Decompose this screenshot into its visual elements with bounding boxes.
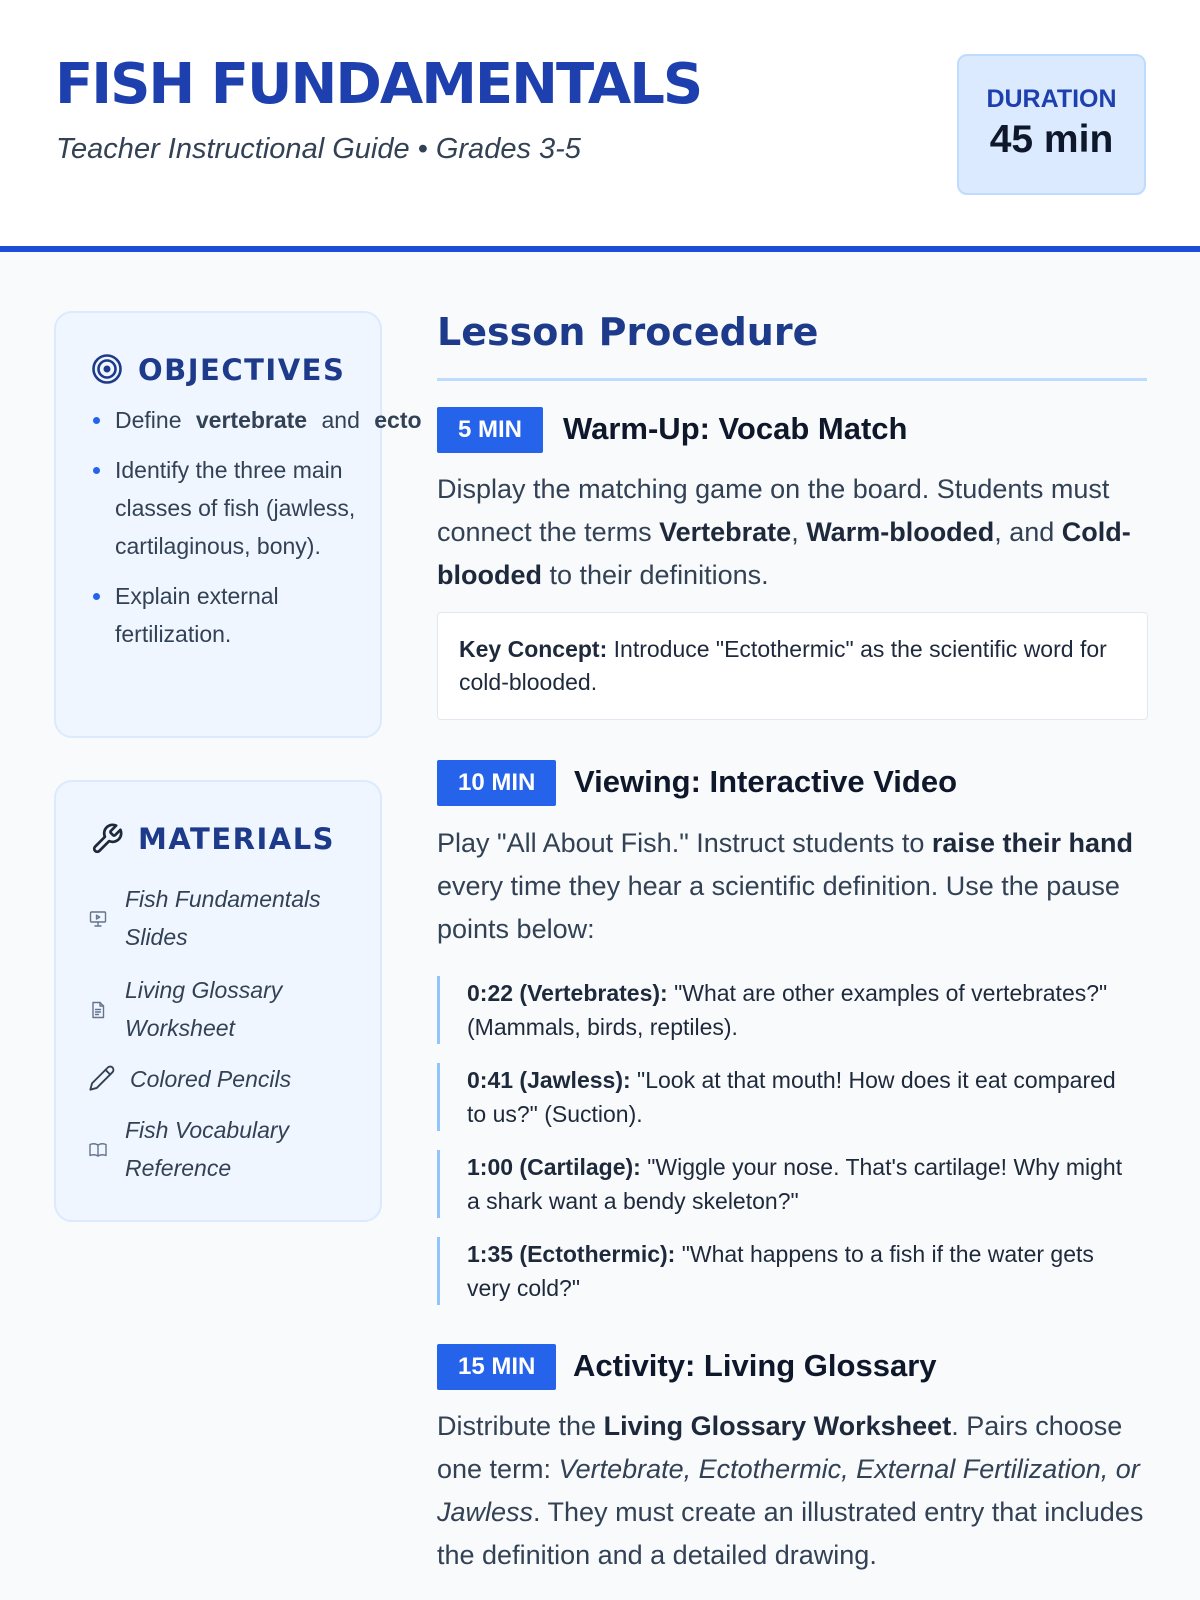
book-icon	[88, 1140, 108, 1165]
presentation-icon	[88, 909, 108, 934]
wrench-icon	[90, 822, 124, 861]
objectives-card	[54, 311, 422, 738]
pause-point: 1:00 (Cartilage): "Wiggle your nose. That's cartilage! Why might a shark want a bendy skeleton?"	[437, 1150, 1137, 1218]
page-subtitle: Teacher Instructional Guide • Grades 3-5	[56, 133, 581, 165]
step-description: Play "All About Fish." Instruct students to raise their hand every time they hear a scientific definition. Use the pause points below:	[437, 828, 1133, 944]
step-title: Viewing: Interactive Video	[574, 764, 958, 799]
key-concept-text: Introduce "Ectothermic" as the scientific word for cold-blooded.	[459, 636, 1107, 695]
duration-label: DURATION	[986, 85, 1117, 113]
pause-point: 1:35 (Ectothermic): "What happens to a fish if the water gets very cold?"	[437, 1237, 1137, 1305]
step-duration-badge: 15 MIN	[437, 1344, 556, 1390]
objectives-list	[115, 401, 422, 665]
key-concept-box	[437, 612, 1148, 720]
list-item: Explain external fertilization.	[115, 577, 365, 653]
document-icon	[88, 1000, 108, 1025]
heading-divider	[437, 378, 1147, 381]
step-duration-badge: 10 MIN	[437, 760, 556, 806]
pencil-icon	[88, 1064, 116, 1097]
target-icon	[91, 353, 123, 390]
step-duration-badge: 5 MIN	[437, 407, 543, 453]
material-item	[88, 1111, 368, 1191]
duration-value: 45 min	[989, 118, 1114, 161]
list-item: Define vertebrate and ecto	[115, 401, 365, 439]
key-concept-label: Key Concept:	[459, 636, 608, 662]
material-item	[88, 1060, 368, 1100]
page-title: FISH FUNDAMENTALS	[55, 52, 702, 117]
page-header	[0, 0, 1200, 252]
pause-point: 0:22 (Vertebrates): "What are other examples of vertebrates?" (Mammals, birds, reptiles).	[437, 976, 1137, 1044]
pause-point: 0:41 (Jawless): "Look at that mouth! How does it eat compared to us?" (Suction).	[437, 1063, 1137, 1131]
material-item	[88, 880, 368, 960]
materials-heading: MATERIALS	[138, 822, 336, 856]
step-description: Distribute the Living Glossary Worksheet. Pairs choose one term: Vertebrate, Ectothermic, External Fertilization, or Jawless. They must create an illustrated entry that includes the definition and a detailed drawing.	[437, 1411, 1144, 1570]
material-label: Colored Pencils	[130, 1066, 292, 1092]
material-item	[88, 971, 368, 1051]
material-label: Living Glossary Worksheet	[125, 977, 283, 1041]
material-label: Fish Fundamentals Slides	[125, 886, 321, 950]
list-item: Identify the three main classes of fish (jawless, cartilaginous, bony).	[115, 451, 365, 565]
objectives-heading: OBJECTIVES	[138, 353, 346, 387]
step-description: Display the matching game on the board. Students must connect the terms Vertebrate, Warm-blooded, and Cold-blooded to their definitions.	[437, 474, 1131, 590]
materials-card	[54, 780, 382, 1222]
duration-box	[957, 54, 1146, 195]
procedure-heading: Lesson Procedure	[437, 310, 819, 354]
step-title: Warm-Up: Vocab Match	[563, 411, 908, 446]
step-title: Activity: Living Glossary	[573, 1348, 937, 1383]
material-label: Fish Vocabulary Reference	[125, 1117, 290, 1181]
